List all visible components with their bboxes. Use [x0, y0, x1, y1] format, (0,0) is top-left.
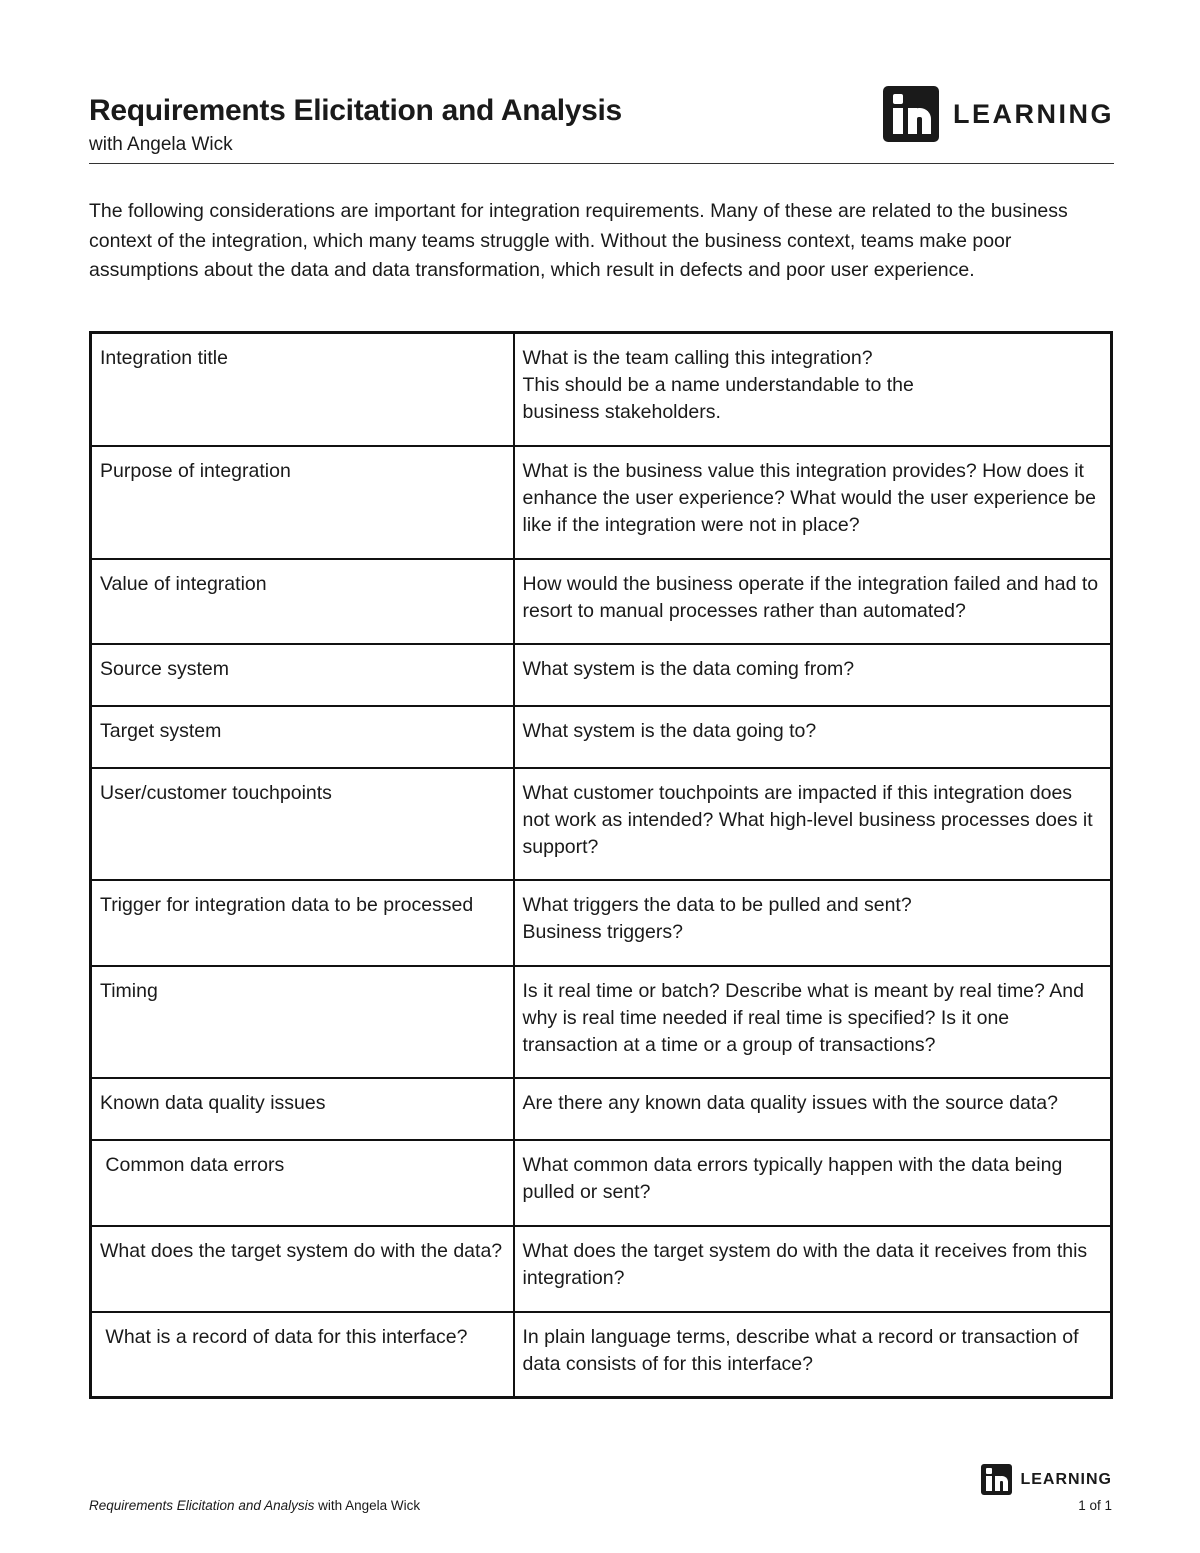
- description-line: This should be a name understandable to the: [522, 374, 914, 396]
- table-row: [91, 446, 1112, 559]
- description-line: What customer touchpoints are impacted if this integration does not work as intended? What high-level business processes does it support?: [522, 781, 1093, 858]
- table-row: [91, 333, 1112, 446]
- consideration-description: [514, 768, 1112, 880]
- document-header: [89, 88, 1114, 164]
- page-number: 1 of 1: [1078, 1498, 1112, 1513]
- description-line: What does the target system do with the data it receives from this integration?: [522, 1239, 1088, 1289]
- consideration-label: User/customer touchpoints: [91, 768, 514, 880]
- table-row: [91, 1140, 1112, 1226]
- footer-logo: [981, 1464, 1112, 1495]
- description-line: What triggers the data to be pulled and sent?: [522, 893, 912, 916]
- logo-text: LEARNING: [953, 98, 1114, 129]
- consideration-description: [514, 966, 1112, 1078]
- description-line: What is the business value this integration provides? How does it enhance the user experience? What would the user experience be like if the integration were not in place?: [522, 459, 1096, 536]
- description-line: What system is the data going to?: [522, 719, 817, 742]
- consideration-label: Common data errors: [91, 1140, 514, 1226]
- description-line: In plain language terms, describe what a record or transaction of data consists of for this interface?: [522, 1325, 1079, 1375]
- consideration-description: [514, 880, 1112, 966]
- footer-course: [89, 1498, 420, 1513]
- footer-course-title: Requirements Elicitation and Analysis: [89, 1498, 315, 1513]
- consideration-label: Integration title: [91, 333, 514, 446]
- table-row: [91, 644, 1112, 706]
- consideration-label: Known data quality issues: [91, 1078, 514, 1140]
- consideration-description: [514, 559, 1112, 644]
- table-row: [91, 1312, 1112, 1398]
- consideration-description: [514, 446, 1112, 559]
- table-row: [91, 1226, 1112, 1312]
- consideration-label: Value of integration: [91, 559, 514, 644]
- consideration-label: Purpose of integration: [91, 446, 514, 559]
- consideration-description: [514, 1226, 1112, 1312]
- consideration-description: [514, 644, 1112, 706]
- linkedin-in-icon: [981, 1464, 1012, 1495]
- consideration-label: Timing: [91, 966, 514, 1078]
- document-subtitle: with Angela Wick: [89, 134, 233, 155]
- consideration-description: [514, 1312, 1112, 1398]
- table-row: [91, 880, 1112, 966]
- footer-course-author: with Angela Wick: [314, 1498, 421, 1513]
- table-row: [91, 706, 1112, 768]
- description-line: Are there any known data quality issues with the source data?: [522, 1091, 1058, 1114]
- description-line: What system is the data coming from?: [522, 657, 855, 680]
- table-row: [91, 559, 1112, 644]
- consideration-label: Trigger for integration data to be processed: [91, 880, 514, 966]
- consideration-label: Target system: [91, 706, 514, 768]
- footer-logo-text: LEARNING: [1020, 1470, 1112, 1488]
- description-line: business stakeholders.: [522, 401, 721, 423]
- intro-paragraph: The following considerations are important for integration requirements. Many of these are related to the business context of the integration, which many teams struggle with. Without the business context, teams make poor assumptions about the data and data transformation, which result in defects and poor user experience.: [89, 200, 1068, 281]
- document-title: Requirements Elicitation and Analysis: [89, 94, 622, 127]
- consideration-description: [514, 1140, 1112, 1226]
- description-line: How would the business operate if the integration failed and had to resort to manual processes rather than automated?: [522, 572, 1099, 622]
- consideration-label: Source system: [91, 644, 514, 706]
- description-line: Is it real time or batch? Describe what is meant by real time? And why is real time needed if real time is specified? Is it one transaction at a time or a group of transactions?: [522, 979, 1084, 1056]
- table-row: [91, 768, 1112, 880]
- table-row: [91, 966, 1112, 1078]
- description-line: What is the team calling this integration?: [522, 347, 873, 369]
- consideration-label: What is a record of data for this interface?: [91, 1312, 514, 1398]
- consideration-description: [514, 333, 1112, 446]
- linkedin-in-icon: [883, 86, 939, 142]
- table-row: [91, 1078, 1112, 1140]
- description-line: Business triggers?: [522, 920, 683, 943]
- consideration-label: What does the target system do with the data?: [91, 1226, 514, 1312]
- requirements-table: [89, 331, 1113, 1399]
- linkedin-learning-logo: [883, 86, 1114, 142]
- consideration-description: [514, 1078, 1112, 1140]
- description-line: What common data errors typically happen with the data being pulled or sent?: [522, 1153, 1063, 1203]
- consideration-description: [514, 706, 1112, 768]
